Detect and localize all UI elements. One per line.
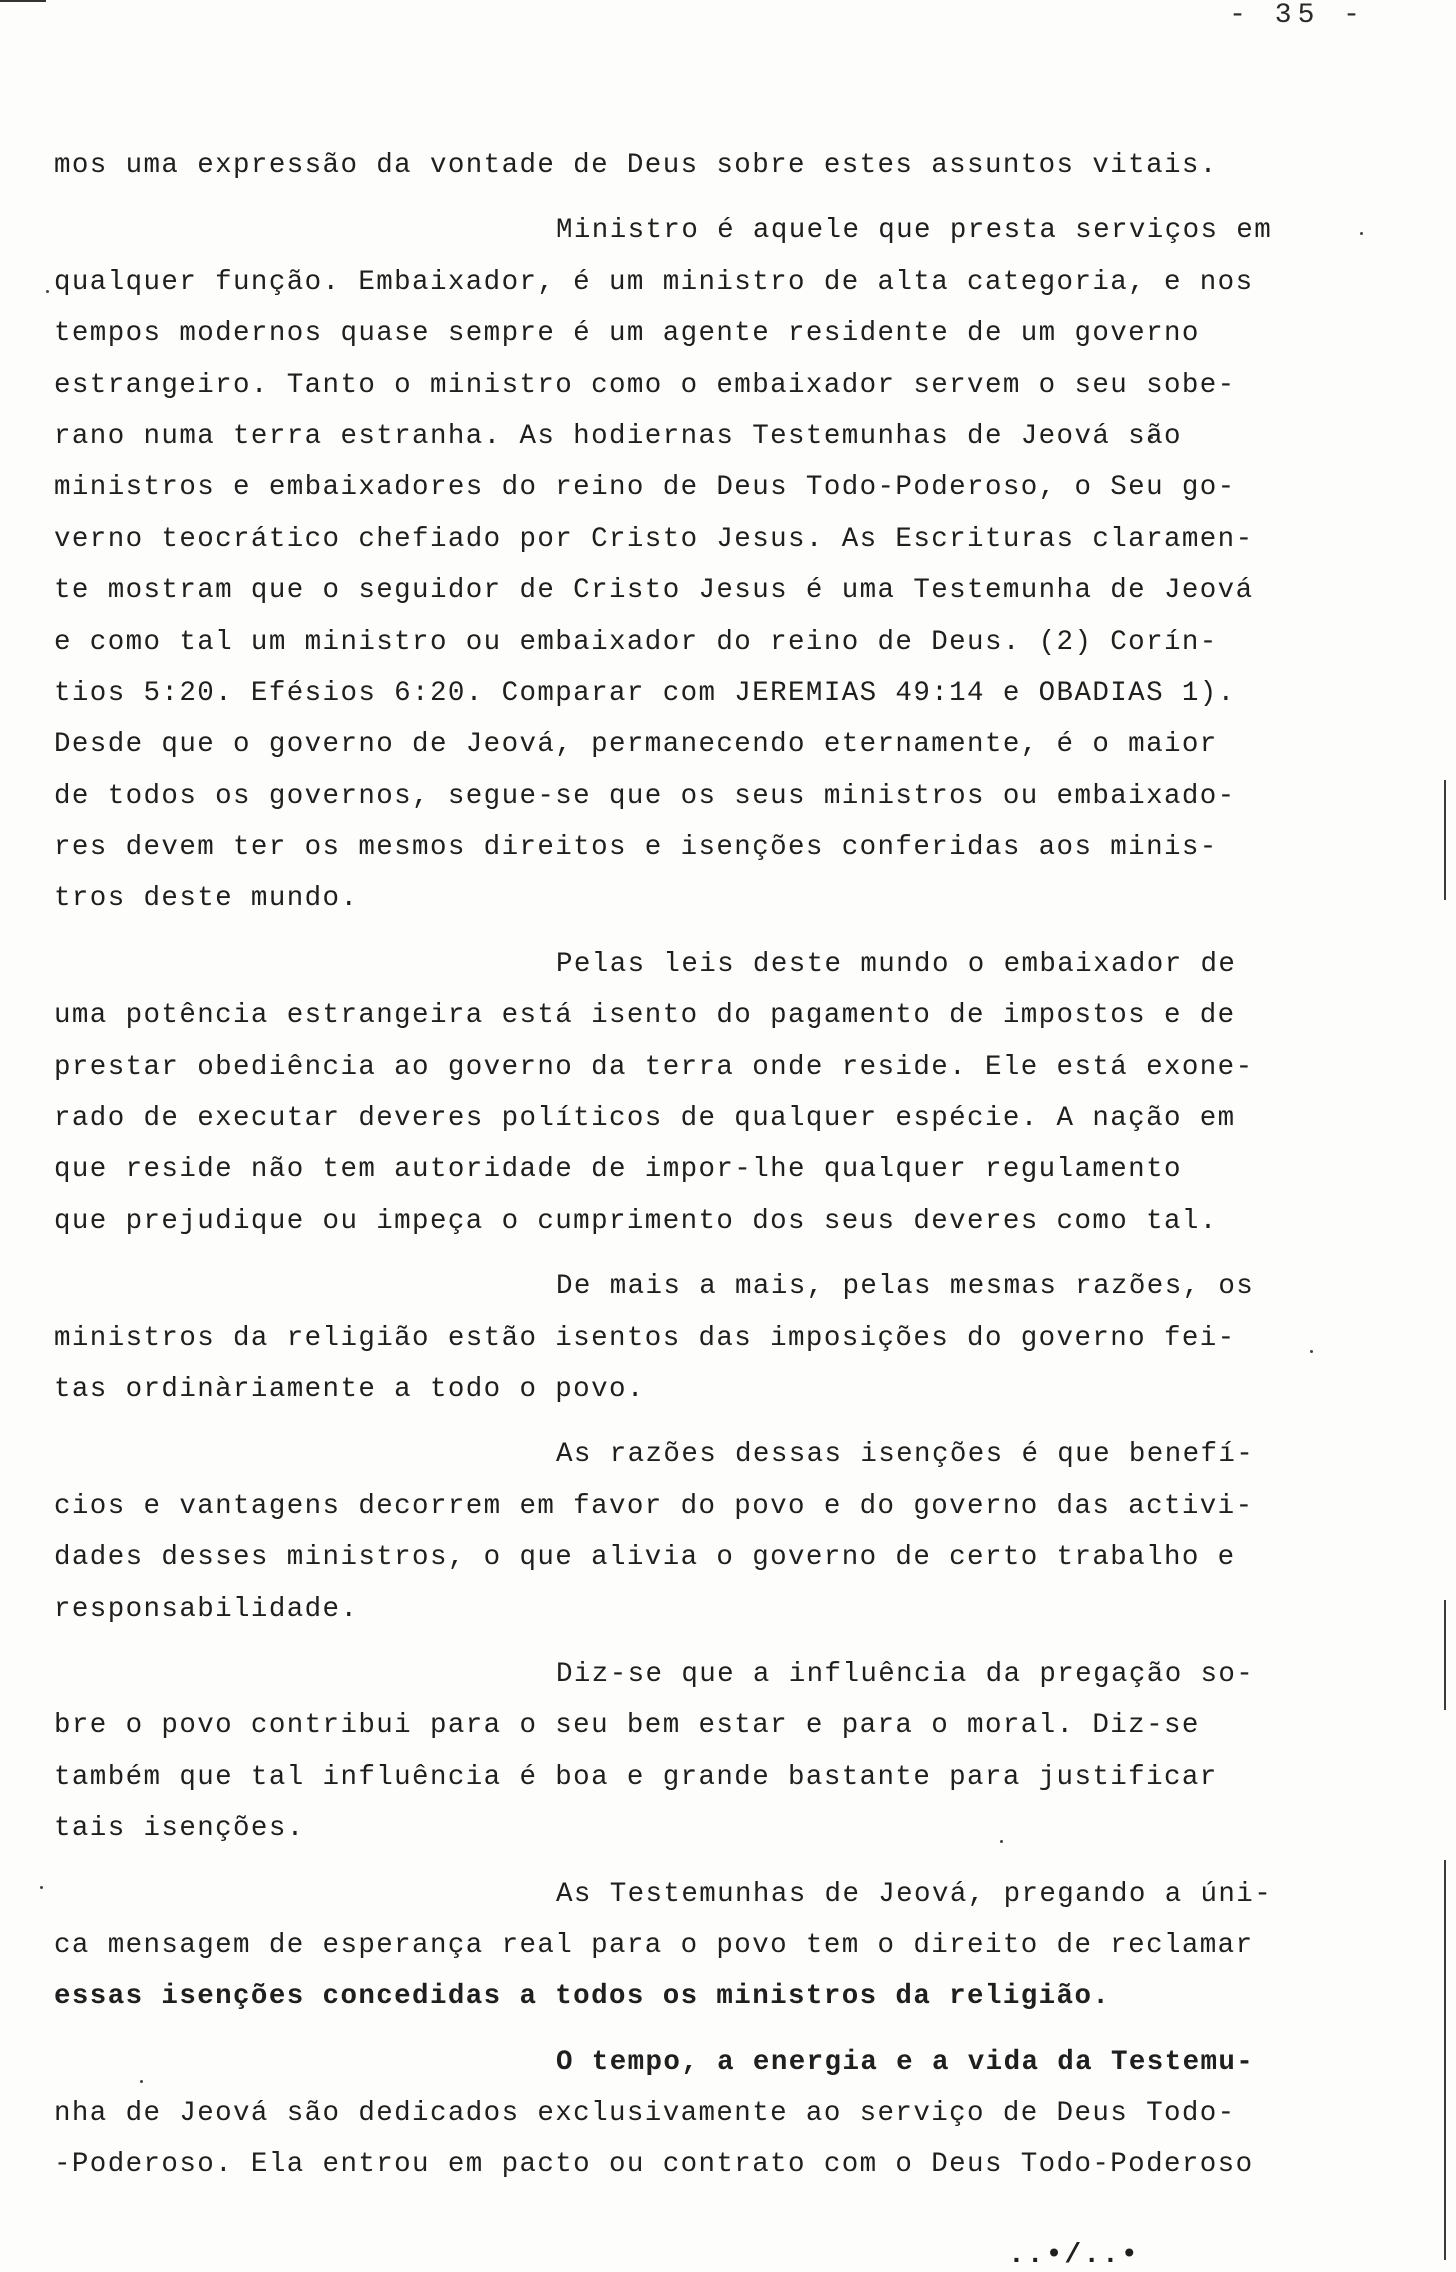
speck: [40, 1886, 43, 1889]
text-line: ca mensagem de esperança real para o povo tem o direito de reclamar: [54, 1929, 1254, 1961]
page-number: - 35 -: [1229, 0, 1366, 31]
text-line: tas ordinàriamente a todo o povo.: [54, 1373, 645, 1405]
text-line: rado de executar deveres políticos de qualquer espécie. A nação em: [54, 1103, 1236, 1135]
text-line: dades desses ministros, o que alivia o governo de certo trabalho e: [54, 1542, 1236, 1574]
margin-rule: [1444, 780, 1446, 900]
body-text: [54, 140, 1322, 2191]
text-line: rano numa terra estranha. As hodiernas Testemunhas de Jeová são: [54, 420, 1182, 452]
corner-mark: [0, 0, 46, 2]
text-line: nha de Jeová são dedicados exclusivamente ao serviço de Deus Todo-: [54, 2098, 1236, 2130]
paragraph-3: [54, 939, 1322, 1247]
text-line: ministros e embaixadores do reino de Deus Todo-Poderoso, o Seu go-: [54, 472, 1236, 504]
paragraph-4: [54, 1261, 1322, 1415]
paragraph-6: [54, 1649, 1322, 1855]
text-line: -Poderoso. Ela entrou em pacto ou contrato com o Deus Todo-Poderoso: [54, 2149, 1254, 2181]
paragraph-8: [54, 2037, 1322, 2191]
text-line: tios 5:20. Efésios 6:20. Comparar com JEREMIAS 49:14 e OBADIAS 1).: [54, 677, 1236, 709]
text-line: tais isenções.: [54, 1813, 305, 1845]
text-line: também que tal influência é boa e grande bastante para justificar: [54, 1761, 1218, 1793]
paragraph-7: [54, 1869, 1322, 2023]
text-line: mos uma expressão da vontade de Deus sobre estes assuntos vitais.: [54, 150, 1218, 181]
text-line: uma potência estrangeira está isento do pagamento de impostos e de: [54, 1000, 1236, 1032]
margin-rule: [1444, 1600, 1446, 1710]
continuation-marker: ..•/..•: [1008, 2240, 1140, 2271]
text-line: Pelas leis deste mundo o embaixador de: [556, 948, 1237, 980]
text-line: bre o povo contribui para o seu bem estar e para o moral. Diz-se: [54, 1710, 1200, 1742]
margin-rule: [1444, 1860, 1446, 2260]
paragraph-5: [54, 1429, 1322, 1635]
text-line: Desde que o governo de Jeová, permanecendo eternamente, é o maior: [54, 729, 1218, 761]
text-line: Ministro é aquele que presta serviços em: [556, 215, 1273, 247]
text-line: qualquer função. Embaixador, é um ministro de alta categoria, e nos: [54, 266, 1254, 298]
text-line: e como tal um ministro ou embaixador do reino de Deus. (2) Corín-: [54, 626, 1218, 658]
text-line: ministros da religião estão isentos das imposições do governo fei-: [54, 1322, 1236, 1354]
text-line: cios e vantagens decorrem em favor do povo e do governo das activi-: [54, 1490, 1254, 1522]
text-line: prestar obediência ao governo da terra onde reside. Ele está exone-: [54, 1051, 1254, 1083]
text-line: tros deste mundo.: [54, 883, 359, 915]
speck: [46, 290, 49, 293]
text-line: tempos modernos quase sempre é um agente residente de um governo: [54, 318, 1200, 350]
text-line: O tempo, a energia e a vida da Testemu-: [556, 2046, 1255, 2078]
text-line: De mais a mais, pelas mesmas razões, os: [556, 1271, 1255, 1303]
text-line: verno teocrático chefiado por Cristo Jesus. As Escrituras claramen-: [54, 523, 1254, 555]
text-line: que reside não tem autoridade de impor-lhe qualquer regulamento: [54, 1154, 1182, 1186]
text-line: res devem ter os mesmos direitos e isenções conferidas aos minis-: [54, 832, 1218, 864]
text-line: de todos os governos, segue-se que os seus ministros ou embaixado-: [54, 780, 1236, 812]
paragraph-1: [54, 140, 1322, 191]
text-line: As Testemunhas de Jeová, pregando a úni-: [556, 1878, 1273, 1910]
text-line: Diz-se que a influência da pregação so-: [556, 1658, 1255, 1690]
text-line: te mostram que o seguidor de Cristo Jesus é uma Testemunha de Jeová: [54, 575, 1254, 607]
text-line: essas isenções concedidas a todos os ministros da religião.: [54, 1981, 1111, 2013]
text-line: responsabilidade.: [54, 1593, 359, 1625]
text-line: que prejudique ou impeça o cumprimento dos seus deveres como tal.: [54, 1205, 1218, 1237]
text-line: As razões dessas isenções é que benefí-: [556, 1439, 1255, 1471]
paragraph-2: [54, 205, 1322, 924]
speck: [1360, 232, 1363, 235]
text-line: estrangeiro. Tanto o ministro como o embaixador servem o seu sobe-: [54, 369, 1236, 401]
